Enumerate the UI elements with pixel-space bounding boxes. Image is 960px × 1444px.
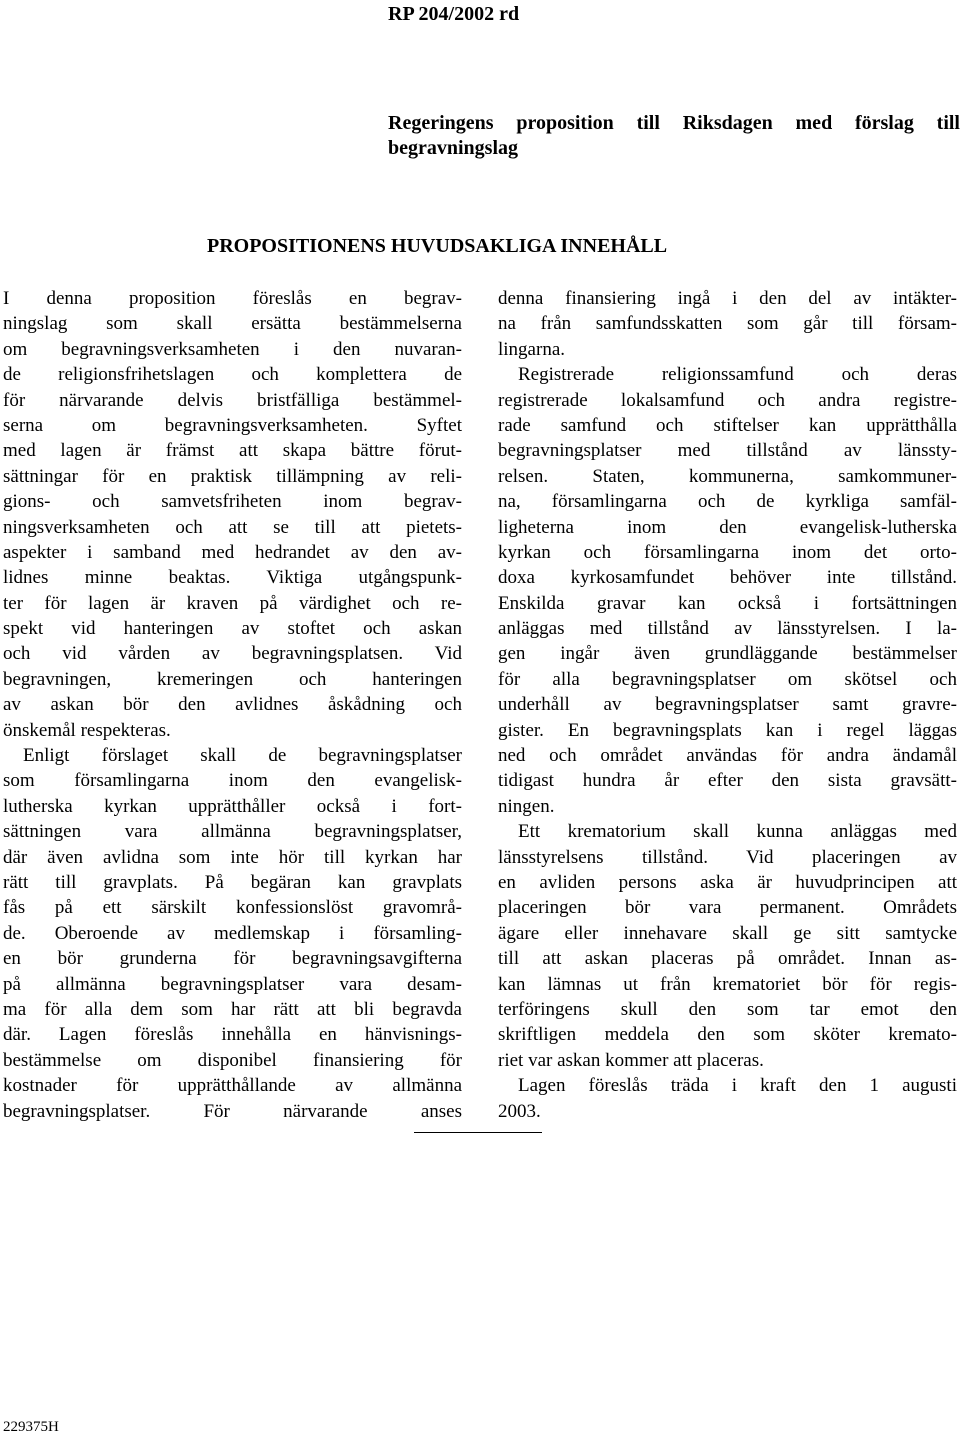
text-line: anläggas med tillstånd av länsstyrelsen. I la- xyxy=(498,618,957,640)
title-line: begravningslag xyxy=(388,137,519,160)
text-line: sättningar för en praktisk tillämpning av reli- xyxy=(3,465,462,487)
text-line: ned och området användas för andra ändamål xyxy=(498,745,957,767)
text-line: lutherska kyrkan upprätthåller också i fort- xyxy=(3,795,462,817)
text-line: ter för lagen är kraven på värdighet och re- xyxy=(3,592,462,614)
text-line: registrerade lokalsamfund och andra registre- xyxy=(498,389,957,411)
print-code: 229375H xyxy=(3,1419,59,1435)
text-line: skriftligen meddela den som sköter kremato- xyxy=(498,1024,957,1046)
left-column xyxy=(3,286,462,1124)
title-line: Regeringens proposition till Riksdagen med förslag till xyxy=(388,112,960,134)
text-line: de religionsfrihetslagen och komplettera de xyxy=(3,364,462,386)
text-line: gister. En begravningsplats kan i regel läggas xyxy=(498,719,957,741)
text-line: serna om begravningsverksamheten. Syftet xyxy=(3,414,462,436)
text-line: aspekter i samband med hedrandet av den av- xyxy=(3,541,462,563)
text-line: 2003. xyxy=(498,1100,541,1122)
text-line: och vid vården av begravningsplatsen. Vid xyxy=(3,643,462,665)
text-line: där. Lagen föreslås innehålla en hänvisnings- xyxy=(3,1024,462,1046)
text-line: ligheterna inom den evangelisk-lutherska xyxy=(498,516,957,538)
section-heading: PROPOSITIONENS HUVUDSAKLIGA INNEHÅLL xyxy=(207,235,668,257)
text-line: gen ingår även grundläggande bestämmelser xyxy=(498,643,957,665)
end-rule xyxy=(414,1132,542,1133)
text-line: rade samfund och stiftelser kan upprätthålla xyxy=(498,414,957,436)
text-line: kan lämnas ut från krematoriet bör för regis- xyxy=(498,973,957,995)
text-line: Registrerade religionssamfund och deras xyxy=(518,364,957,386)
text-line: begravningsplatser med tillstånd av länssty- xyxy=(498,440,957,462)
text-line: fås på ett särskilt konfessionslöst gravområ- xyxy=(3,897,462,919)
text-line: till att askan placeras på området. Innan as- xyxy=(498,948,957,970)
text-line: som församlingarna inom den evangelisk- xyxy=(3,770,462,792)
text-line: doxa kyrkosamfundet behöver inte tillstånd. xyxy=(498,567,957,589)
text-line: relsen. Staten, kommunerna, samkommuner- xyxy=(498,465,957,487)
text-line: för närvarande delvis bristfälliga bestämmel- xyxy=(3,389,462,411)
text-line: Ett krematorium skall kunna anläggas med xyxy=(518,821,957,843)
text-line: spekt vid hanteringen av stoftet och askan xyxy=(3,618,462,640)
text-line: kostnader för upprätthållande av allmänna xyxy=(3,1075,462,1097)
text-line: ningen. xyxy=(498,795,555,817)
text-line: lidnes minne beaktas. Viktiga utgångspunk- xyxy=(3,567,462,589)
text-line: sättningen vara allmänna begravningsplatser, xyxy=(3,821,462,843)
text-line: Lagen föreslås träda i kraft den 1 augusti xyxy=(518,1075,957,1097)
proposition-title xyxy=(388,110,960,161)
text-line: där även avlidna som inte hör till kyrkan har xyxy=(3,846,462,868)
text-line: länsstyrelsens tillstånd. Vid placeringen av xyxy=(498,846,957,868)
text-line: tidigast hundra år efter den sista gravsätt- xyxy=(498,770,957,792)
text-line: Enskilda gravar kan också i fortsättningen xyxy=(498,592,957,614)
text-line: begravningsplatser. För närvarande anses xyxy=(3,1100,462,1122)
text-line: lingarna. xyxy=(498,338,566,360)
text-line: rätt till gravplats. På begäran kan gravplats xyxy=(3,871,462,893)
text-line: na, församlingarna och de kyrkliga samfäl- xyxy=(498,491,957,513)
text-line: underhåll av begravningsplatser samt gravre- xyxy=(498,694,957,716)
text-line: med lagen är främst att skapa bättre förut- xyxy=(3,440,462,462)
text-line: för alla begravningsplatser om skötsel och xyxy=(498,668,957,690)
text-line: av askan bör den avlidnes åskådning och xyxy=(3,694,462,716)
text-line: ningsverksamheten och att se till att pietets- xyxy=(3,516,462,538)
text-line: Enligt förslaget skall de begravningsplatser xyxy=(23,745,462,767)
text-line: önskemål respekteras. xyxy=(3,719,171,741)
text-line: bestämmelse om disponibel finansiering för xyxy=(3,1049,462,1071)
text-line: om begravningsverksamheten i den nuvaran- xyxy=(3,338,462,360)
text-line: I denna proposition föreslås en begrav- xyxy=(3,288,462,309)
text-line: ningslag som skall ersätta bestämmelserna xyxy=(3,313,462,335)
document-id: RP 204/2002 rd xyxy=(388,3,520,25)
text-line: begravningen, kremeringen och hanteringen xyxy=(3,668,462,690)
text-line: en bör grunderna för begravningsavgifterna xyxy=(3,948,462,970)
text-line: na från samfundsskatten som går till försam- xyxy=(498,313,957,335)
text-line: denna finansiering ingå i den del av intäkter- xyxy=(498,288,957,309)
text-line: ägare eller innehavare skall ge sitt samtycke xyxy=(498,922,957,944)
text-line: en avliden persons aska är huvudprincipen att xyxy=(498,871,957,893)
text-line: riet var askan kommer att placeras. xyxy=(498,1049,764,1071)
text-line: placeringen bör vara permanent. Områdets xyxy=(498,897,957,919)
text-line: gions- och samvetsfriheten inom begrav- xyxy=(3,491,462,513)
text-line: de. Oberoende av medlemskap i församling- xyxy=(3,922,462,944)
text-line: kyrkan och församlingarna inom det orto- xyxy=(498,541,957,563)
text-line: på allmänna begravningsplatser vara desam- xyxy=(3,973,462,995)
right-column xyxy=(498,286,957,1124)
text-line: ma för alla dem som har rätt att bli begravda xyxy=(3,998,462,1020)
text-line: terföringens skull den som tar emot den xyxy=(498,998,957,1020)
